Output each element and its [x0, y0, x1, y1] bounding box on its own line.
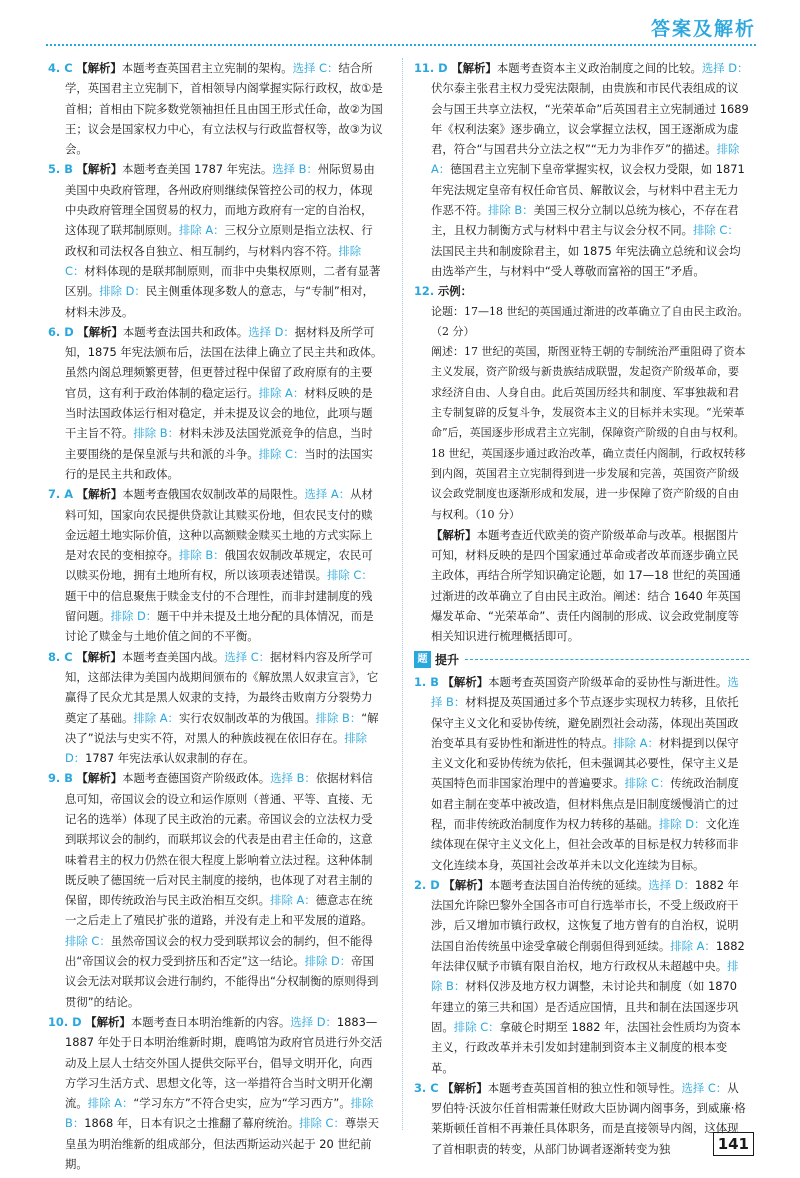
essay-argument: 阐述：17 世纪的英国，斯图亚特王朝的专制统治严重阻碍了资本主义发展，资产阶级与新贵族结成联盟，发起资产阶级革命，要求经济自由、人身自由。此后英国历经共和制度、军事独裁和君主专制复辟的反复斗争，发展资本主义的目标并未实现。“光荣革命”后，英国逐步形成君主立宪制，保障资产阶级的自由与权利。18 世纪，英国逐步通过政治改革，确立责任内阁制，行政权转移到内阁，英国君主立宪制得到进一步发展和完善，英国资产阶级议会政党制度也逐渐形成和发展，进一步保障了资产阶级的自由与权利。（10 分）: [431, 345, 746, 521]
essay-thesis: 论题：17—18 世纪的英国通过渐进的改革确立了自由民主政治。（2 分）: [431, 304, 749, 338]
page-number: 141: [713, 1132, 754, 1156]
answer-item: 9. B 【解析】本题考查德国资产阶级政体。选择 B：依据材料信息可知，帝国议会的设立和运作原则（普通、平等、直接、无记名的选举）体现了民主政治的元素。帝国议会的立法权力受到联邦议会的制约，而联邦议会的代表是由君主任命的，这意味着君主的权力仍然在很大程度上影响着立法过程。这种体制既反映了德国统一后对民主制度的接纳，也体现了对君主制的保留，即传统政治与民主政治相互交织。排除 A：德意志在统一之后走上了殖民扩张的道路，并没有走上和平发展的道路。排除 C：虽然帝国议会的权力受到联邦议会的制约，但不能得出“帝国议会的权力受到挤压和否定”这一结论。排除 D：帝国议会无法对联邦议会进行制约，不能得出“分权制衡的原则得到贯彻”的结论。: [48, 771, 379, 1009]
answer-item: 8. C 【解析】本题考查美国内战。选择 C：据材料内容及所学可知，这部法律为美国内战期间颁布的《解放黑人奴隶宣言》，它赢得了民众尤其是黑人奴隶的支持，为最终击败南方分裂势力奠定了基础。排除 A：实行农奴制改革的为俄国。排除 B：“解决了”说法与史实不符，对黑人的种族歧视在依旧存在。排除 D：1787 年宪法承认奴隶制的存在。: [48, 649, 379, 766]
section-label: 提升: [435, 652, 460, 667]
essay-sample: [414, 302, 749, 525]
answer-item: 6. D 【解析】本题考查法国共和政体。选择 D：据材料及所学可知，1875 年宪法颁布后，法国在法律上确立了民主共和政体。虽然内阁总理频繁更替，但更替过程中保留了政府原有的主要官员，这有利于政治体制的稳定运行。排除 A：材料反映的是当时法国政体运行相对稳定，并未提及议会的地位，此项与题干主旨不符。排除 B：材料未涉及法国党派竞争的信息，当时主要围绕的是保皇派与共和派的斗争。排除 C：当时的法国实行的是民主共和政体。: [48, 324, 383, 481]
answer-item: 7. A 【解析】本题考查俄国农奴制改革的局限性。选择 A：从材料可知，国家向农民提供贷款让其赎买份地，但农民支付的赎金远超土地实际价值，这种以高额赎金赎买土地的方式实际上是对农民的变相掠夺。排除 B：俄国农奴制改革规定，农民可以赎买份地，拥有土地所有权，所以该项表述错误。排除 C：题干中的信息聚焦于赎金支付的不合理性，而非封建制度的残留问题。排除 D：题干中并未提及土地分配的具体情况，而是讨论了赎金与土地价值之间的不平衡。: [48, 487, 374, 644]
answer-item: 11. D 【解析】本题考查资本主义政治制度之间的比较。选择 D：伏尔泰主张君主权力受宪法限制，由贵族和市民代表组成的议会与国王共享立法权，“光荣革命”后英国君主立宪制通过 1689 年《权利法案》逐步确立，议会掌握立法权，国王逐渐成为虚君，符合“与国君共分立法之权”“无力为非作歹”的描述。排除 A：德国君主立宪制下皇帝掌握实权，议会权力受限，如 1871 年宪法规定皇帝有权任命官员、解散议会，与材料中君主无力作恶不符。排除 B：美国三权分立制以总统为核心，不存在君主，且权力制衡方式与材料中君主与议会分权不同。排除 C：法国民主共和制废除君主，如 1875 年宪法确立总统和议会均由选举产生，与材料中“受人尊敬而富裕的国王”矛盾。: [414, 61, 749, 278]
section-header-tisheng: [414, 650, 749, 670]
answer-item: 3. C 【解析】本题考查英国首相的独立性和领导性。选择 C：从罗伯特·沃波尔任首相需兼任财政大臣协调内阁事务，到威廉·格莱斯顿任首相不再兼任具体职务，而是直接领导内阁，这体现了首相职责的转变，从部门协调者逐渐转变为独: [414, 1080, 746, 1156]
right-column: [414, 58, 749, 1159]
answer-item: 1. B 【解析】本题考查英国资产阶级革命的妥协性与渐进性。选择 B：材料提及英国通过多个节点逐步实现权力转移，且依托保守主义文化和妥协传统，避免剧烈社会动荡，体现出英国政治变革具有妥协性和渐进性的特点。排除 A：材料提到以保守主义文化和妥协传统为依托，但未强调其必要性，保守主义是英国特色而非国家治理中的普遍要求。排除 C：传统政治制度如君主制在变革中被改造，但材料焦点是旧制度缓慢消亡的过程，而非传统政治制度作为权力转移的基础。排除 D：文化连续体现在保守主义文化上，但社会改革的目标是权力转移而非文化连续本身，英国社会改革并未以文化连续为目标。: [414, 674, 740, 872]
answer-item-12: 12. 示例：: [414, 284, 472, 299]
essay-analysis: 【解析】本题考查近代欧美的资产阶级革命与改革。根据图片可知，材料反映的是四个国家通过革命或者改革而逐步确立民主政体，再结合所学知识确定论题，如 17—18 世纪的英国通过渐进的改革确立了自由民主政治。阐述：结合 1640 年英国爆发革命、“光荣革命”、责任内阁制的形成、议会政党制度等相关知识进行梳理概括即可。: [431, 527, 741, 644]
answer-item: 2. D 【解析】本题考查法国自治传统的延续。选择 D：1882 年法国允许除巴黎外全国各市可自行选举市长，不受上级政府干涉，后又增加市镇行政权，这恢复了地方曾有的自治权，说明法国自治传统虽中途受拿破仑削弱但得到延续。排除 A：1882 年法律仅赋予市镇有限自治权，地方行政权从未超越中央。排除 B：材料仅涉及地方权力调整，未讨论共和制度（如 1870 年建立的第三共和国）是否适应国情，且共和制在法国逐步巩固。排除 C：拿破仑时期至 1882 年，法国社会性质均为资本主义，行政改革并未引发如封建制到资本主义制度的根本变革。: [414, 877, 745, 1075]
answer-item: 10. D 【解析】本题考查日本明治维新的内容。选择 D：1883—1887 年处于日本明治维新时期，鹿鸣馆为政府官员进行外交活动及上层人士结交外国人提供交际平台，倡导文明开化，向西方学习生活方式、思想文化等，这一举措符合当时文明开化潮流。排除 A：“学习东方”不符合史实，应为“学习西方”。排除 B：1868 年，日本有识之士推翻了幕府统治。排除 C：尊崇天皇虽为明治维新的组成部分，但法西斯运动兴起于 20 世纪前期。: [48, 1014, 383, 1172]
column-divider: [402, 58, 403, 1130]
section-rule: [465, 659, 749, 660]
header-divider: [46, 44, 756, 46]
section-badge: 题: [414, 651, 431, 668]
header-title: 答案及解析: [650, 18, 756, 40]
answer-item: 5. B 【解析】本题考查美国 1787 年宪法。选择 B：州际贸易由美国中央政府管理，各州政府则继续保管控公司的权力，体现中央政府管理全国贸易的权力，而地方政府有一定的自治权，这体现了联邦制原则。排除 A：三权分立原则是指立法权、行政权和司法权各自独立、相互制约，与材料内容不符。排除 C：材料体现的是联邦制原则，而非中央集权原则，二者有显著区别。排除 D：民主侧重体现多数人的意志，与“专制”相对，材料未涉及。: [48, 162, 381, 319]
left-column: [48, 58, 383, 1174]
answer-item: 4. C 【解析】本题考查英国君主立宪制的架构。选择 C：结合所学，英国君主立宪制下，首相领导内阁掌握实际行政权，故①是首相；首相由下院多数党领袖担任且由国王形式任命，故②为国王；议会是国家权力中心，有立法权与行政监督权等，故③为议会。: [48, 61, 383, 157]
